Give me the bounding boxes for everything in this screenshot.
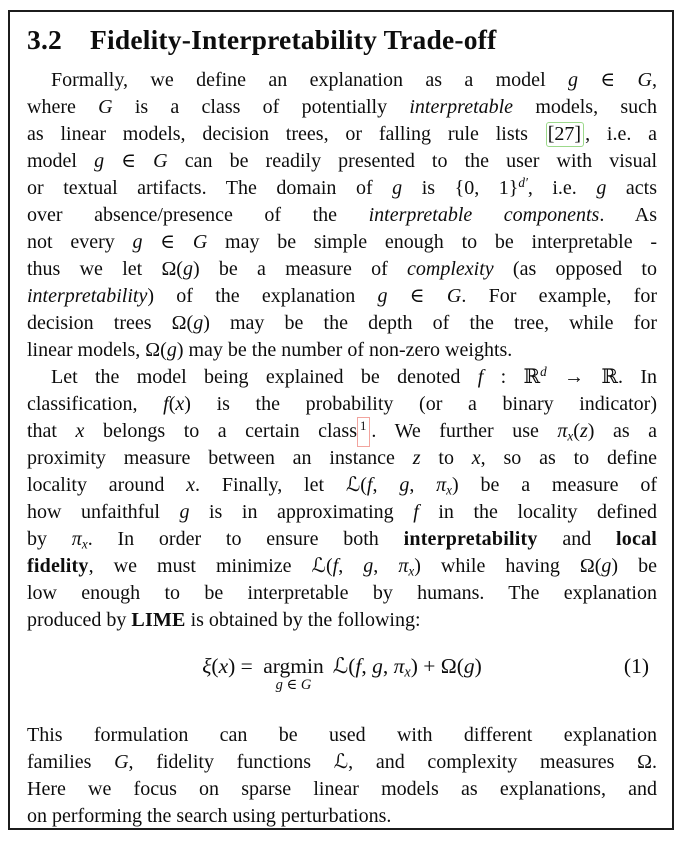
text-run: , bbox=[652, 69, 657, 91]
text-run: interpretable bbox=[409, 96, 514, 118]
text-run: ) bbox=[474, 654, 482, 678]
text-line bbox=[27, 148, 657, 175]
text-run: x bbox=[471, 447, 481, 469]
text-line bbox=[27, 445, 657, 472]
text-run: x bbox=[75, 420, 85, 442]
text-run: ) as a bbox=[587, 420, 658, 442]
equation-number: (1) bbox=[623, 654, 649, 678]
text-line bbox=[27, 202, 657, 229]
text-run: complexity bbox=[407, 258, 494, 280]
text-run: families bbox=[27, 751, 115, 773]
section-title: Fidelity-Interpretability Trade-off bbox=[89, 24, 497, 55]
text-run: ∈ bbox=[104, 150, 154, 172]
text-run: ℒ( bbox=[332, 654, 356, 678]
text-run: , bbox=[338, 555, 364, 577]
text-run: acts bbox=[606, 177, 657, 199]
text-run: , i.e. bbox=[527, 177, 597, 199]
text-run: locality around bbox=[27, 474, 187, 496]
text-run: (as opposed to bbox=[493, 258, 657, 280]
text-run: z bbox=[412, 447, 421, 469]
text-run: f bbox=[477, 366, 484, 388]
text-run: , so as to define bbox=[480, 447, 657, 469]
text-run: π bbox=[393, 654, 405, 678]
text-run: decision trees Ω( bbox=[27, 312, 194, 334]
text-run: can be readily presented to the user with visual bbox=[167, 150, 657, 172]
text-line bbox=[27, 580, 657, 607]
text-run: by bbox=[27, 528, 72, 550]
text-run: G bbox=[98, 96, 113, 118]
text-run: ( bbox=[211, 654, 219, 678]
text-run: , i.e. a bbox=[585, 123, 658, 145]
text-line bbox=[27, 337, 657, 364]
text-run: models, such bbox=[513, 96, 657, 118]
text-run: f bbox=[332, 555, 339, 577]
text-line bbox=[27, 418, 657, 445]
text-run: g bbox=[377, 285, 388, 307]
equation-lhs bbox=[202, 654, 258, 678]
text-run: π bbox=[71, 528, 82, 550]
equation bbox=[27, 649, 657, 709]
text-run: g bbox=[601, 555, 612, 577]
text-run: local bbox=[616, 528, 658, 550]
text-run: ) while having Ω( bbox=[414, 555, 602, 577]
text-line bbox=[27, 499, 657, 526]
text-run: ( bbox=[168, 393, 176, 415]
text-run: ( bbox=[573, 420, 580, 442]
text-run: ) be a measure of bbox=[452, 474, 657, 496]
text-run: as linear models, decision trees, or falling rule lists bbox=[27, 123, 545, 145]
text-run: Let the model being explained be denoted bbox=[51, 366, 478, 388]
text-run: is {0, 1} bbox=[402, 177, 519, 199]
section-heading bbox=[27, 24, 657, 56]
text-run: f bbox=[163, 393, 169, 415]
argmin-operator bbox=[263, 654, 324, 693]
text-run: g bbox=[166, 339, 177, 361]
text-run: on performing the search using perturbations. bbox=[27, 805, 392, 827]
text-line bbox=[27, 803, 657, 830]
text-run: . For example, for bbox=[461, 285, 657, 307]
footnote-link[interactable]: 1 bbox=[357, 417, 370, 447]
text-line bbox=[27, 229, 657, 256]
text-run: ) be bbox=[611, 555, 658, 577]
text-run: x bbox=[218, 654, 229, 678]
paragraph-1 bbox=[27, 67, 657, 364]
citation-link[interactable]: [27] bbox=[546, 122, 584, 147]
text-run: f bbox=[366, 474, 373, 496]
equation-body bbox=[202, 649, 482, 693]
text-line bbox=[27, 391, 657, 418]
text-run: x bbox=[175, 393, 185, 415]
text-run: x bbox=[446, 482, 453, 498]
text-run: Here we focus on sparse linear models as explanations, and bbox=[27, 778, 657, 800]
text-line bbox=[27, 121, 657, 148]
text-line bbox=[27, 175, 657, 202]
text-run: over absence/presence of the bbox=[27, 204, 369, 226]
text-run: g bbox=[372, 654, 383, 678]
text-line bbox=[27, 283, 657, 310]
text-run: f bbox=[355, 654, 362, 678]
text-run: d′ bbox=[518, 174, 528, 190]
text-run: . In order to ensure both bbox=[87, 528, 404, 550]
text-run: ∈ bbox=[578, 69, 638, 91]
text-run: may be simple enough to be interpretable - bbox=[207, 231, 657, 253]
equation-rhs bbox=[332, 654, 482, 681]
text-run: : ℝ bbox=[483, 366, 541, 388]
text-run: g bbox=[182, 258, 193, 280]
text-run: G bbox=[300, 677, 312, 693]
text-run: ) may be the depth of the tree, while for bbox=[203, 312, 657, 334]
text-run: x bbox=[567, 428, 574, 444]
text-line bbox=[27, 722, 657, 749]
text-run: interpretability bbox=[403, 528, 538, 550]
text-run: π bbox=[398, 555, 409, 577]
text-run: g bbox=[392, 177, 403, 199]
text-line bbox=[27, 256, 657, 283]
text-run: to bbox=[420, 447, 472, 469]
text-line bbox=[27, 776, 657, 803]
text-run: proximity measure between an instance bbox=[27, 447, 413, 469]
text-run: , bbox=[382, 654, 394, 678]
text-run: z bbox=[579, 420, 588, 442]
text-run: . Finally, let ℒ( bbox=[195, 474, 367, 496]
text-run: fidelity bbox=[27, 555, 89, 577]
text-run: ∈ bbox=[142, 231, 193, 253]
text-run: ) = bbox=[228, 654, 259, 678]
text-run: . We further use bbox=[371, 420, 558, 442]
text-run: in the locality defined bbox=[418, 501, 657, 523]
text-run: . As bbox=[599, 204, 658, 226]
text-line bbox=[27, 310, 657, 337]
text-run: is obtained by the following: bbox=[185, 609, 421, 631]
text-run: f bbox=[413, 501, 419, 523]
text-line bbox=[27, 749, 657, 776]
text-run: produced by bbox=[27, 609, 132, 631]
text-run: , we must minimize ℒ( bbox=[88, 555, 333, 577]
text-run: , bbox=[372, 474, 400, 496]
text-line bbox=[27, 553, 657, 580]
text-run: thus we let Ω( bbox=[27, 258, 183, 280]
text-run: x bbox=[408, 563, 415, 579]
text-run: not every bbox=[27, 231, 133, 253]
text-run: g bbox=[596, 177, 607, 199]
text-run: G bbox=[153, 150, 168, 172]
text-run: ) may be the number of non-zero weights. bbox=[176, 339, 513, 361]
text-run: interpretability bbox=[27, 285, 148, 307]
text-run: ) is the probability (or a binary indicator) bbox=[184, 393, 657, 415]
page-frame bbox=[8, 10, 674, 830]
text-run: g bbox=[94, 150, 105, 172]
text-run: model bbox=[27, 150, 95, 172]
text-run: and bbox=[537, 528, 617, 550]
argmin-label: argmin bbox=[263, 654, 324, 678]
text-line bbox=[27, 472, 657, 499]
text-run: π bbox=[436, 474, 447, 496]
text-line bbox=[27, 94, 657, 121]
text-run: LIME bbox=[131, 609, 186, 631]
text-run: ∈ bbox=[387, 285, 447, 307]
text-run: ) of the explanation bbox=[147, 285, 378, 307]
text-run: d bbox=[540, 363, 547, 379]
text-run: classification, bbox=[27, 393, 164, 415]
text-line bbox=[27, 607, 657, 634]
text-run: belongs to a certain class bbox=[84, 420, 357, 442]
text-run: g bbox=[463, 654, 475, 678]
text-run: linear models, Ω( bbox=[27, 339, 167, 361]
text-run: how unfaithful bbox=[27, 501, 180, 523]
text-run: G bbox=[637, 69, 652, 91]
text-run: ξ bbox=[202, 654, 212, 678]
text-run: is a class of potentially bbox=[112, 96, 410, 118]
text-line bbox=[27, 67, 657, 94]
text-run: → ℝ. In bbox=[546, 366, 657, 388]
text-run: g bbox=[399, 474, 410, 496]
text-run: g bbox=[363, 555, 374, 577]
text-run: ) be a measure of bbox=[192, 258, 408, 280]
text-run: x bbox=[404, 664, 411, 681]
text-run: Formally, we define an explanation as a model bbox=[51, 69, 568, 91]
text-run: This formulation can be used with different explanation bbox=[27, 724, 657, 746]
text-run: g bbox=[132, 231, 143, 253]
text-run: , bbox=[409, 474, 437, 496]
paragraph-2 bbox=[27, 364, 657, 634]
text-line bbox=[27, 526, 657, 553]
text-run: low enough to be interpretable by humans. The explanation bbox=[27, 582, 657, 604]
section-number: 3.2 bbox=[27, 24, 62, 55]
text-run: g bbox=[179, 501, 190, 523]
text-line bbox=[27, 364, 657, 391]
text-run: or textual artifacts. The domain of bbox=[27, 177, 393, 199]
text-run: π bbox=[557, 420, 568, 442]
text-run: , bbox=[361, 654, 373, 678]
text-run: g bbox=[275, 677, 283, 693]
paragraph-3 bbox=[27, 722, 657, 830]
argmin-subscript bbox=[276, 677, 312, 694]
text-run: ) + Ω( bbox=[410, 654, 464, 678]
text-run: , bbox=[373, 555, 399, 577]
text-run: , fidelity functions ℒ, and complexity measures Ω. bbox=[128, 751, 657, 773]
text-run: that bbox=[27, 420, 76, 442]
text-run: g bbox=[193, 312, 204, 334]
text-run: ∈ bbox=[282, 677, 301, 693]
text-run: G bbox=[192, 231, 208, 253]
text-run: x bbox=[186, 474, 196, 496]
text-run: interpretable components bbox=[368, 204, 600, 226]
text-run: G bbox=[446, 285, 462, 307]
text-run: x bbox=[81, 536, 88, 552]
text-run: g bbox=[568, 69, 578, 91]
text-run: G bbox=[114, 751, 129, 773]
text-run: is in approximating bbox=[189, 501, 414, 523]
text-run: where bbox=[27, 96, 99, 118]
